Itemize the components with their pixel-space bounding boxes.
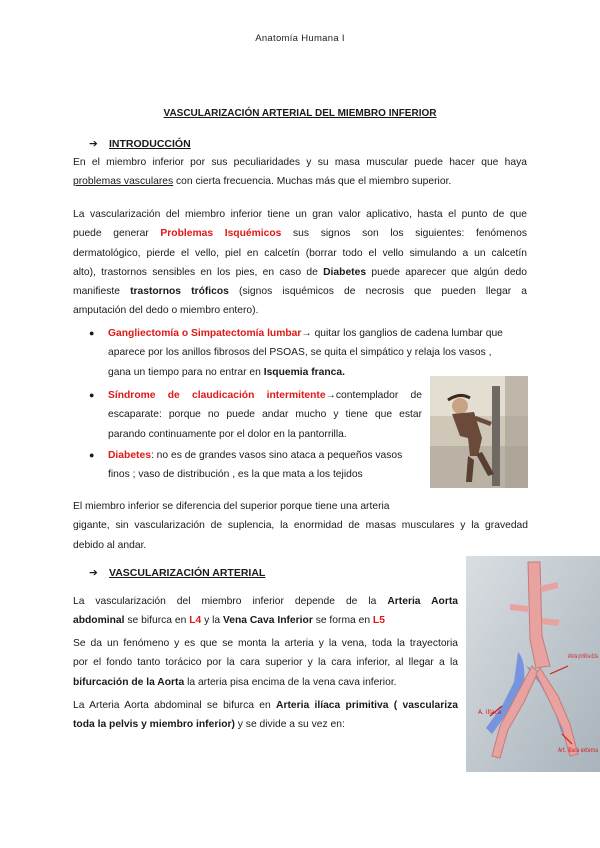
bullet-title: Síndrome de claudicación intermitente bbox=[108, 390, 326, 401]
bullet-title: Diabetes bbox=[108, 450, 151, 461]
iliaca-primitiva-text: Arteria ilíaca primitiva ( vasculariza bbox=[276, 700, 458, 711]
line-text: : no es de grandes vasos sino ataca a pequeños vasos bbox=[150, 450, 403, 461]
bullet-claudicacion bbox=[108, 386, 422, 444]
paragraph-isquemicos bbox=[73, 205, 527, 321]
line: La vascularización del miembro inferior tiene un gran valor aplicativo, hasta el punto de que bbox=[73, 209, 527, 220]
bullet-title: Gangliectomía o Simpatectomía lumbar bbox=[108, 328, 302, 339]
line-text: manifieste bbox=[73, 286, 131, 298]
page-title: VASCULARIZACIÓN ARTERIAL DEL MIEMBRO INFERIOR bbox=[163, 108, 437, 119]
pelvis-text: toda la pelvis y miembro inferior) bbox=[73, 719, 235, 731]
line: por el fondo tanto torácico por la cara superior y la cara inferior, al llegar a la bbox=[73, 657, 458, 669]
paragraph-aorta bbox=[73, 592, 458, 631]
bullet-diabetes bbox=[108, 446, 428, 485]
line: En el miembro inferior por sus peculiaridades y su masa muscular puede hacer que haya bbox=[73, 157, 527, 168]
line-text: puede generar bbox=[73, 228, 161, 240]
arrow-icon: ➔ bbox=[89, 138, 98, 150]
line-text: la arteria pisa encima de la vena cava inferior. bbox=[184, 676, 397, 688]
bullet-gangliectomia bbox=[108, 324, 528, 382]
line: El miembro inferior se diferencia del superior porque tiene una arteria bbox=[73, 501, 390, 512]
section-label: VASCULARIZACIÓN ARTERIAL bbox=[109, 567, 266, 579]
bullet-dot-icon: ● bbox=[89, 390, 95, 400]
l4-text: L4 bbox=[189, 615, 202, 627]
line-text: alto), trastornos sensibles en los pies, en caso de bbox=[73, 266, 324, 278]
line: amputación del dedo o miembro entero). bbox=[73, 305, 259, 317]
man-leaning-illustration bbox=[430, 376, 528, 488]
section-vascularizacion bbox=[89, 567, 265, 579]
line-text: contemplador de bbox=[335, 390, 422, 401]
diabetes-text: Diabetes bbox=[323, 266, 367, 278]
line-text: con cierta frecuencia. Muchas más que el miembro superior. bbox=[173, 176, 452, 188]
line: escaparate: porque no puede andar mucho y tiene que estar bbox=[108, 409, 422, 421]
page-header: Anatomía Humana I bbox=[255, 33, 345, 44]
specimen-label-a: Arteria primitiva dcha bbox=[568, 653, 599, 660]
abdominal-text: abdominal bbox=[73, 615, 125, 627]
line-text: puede aparecer que algún dedo bbox=[366, 266, 528, 278]
line-text: La Arteria Aorta abdominal se bifurca en bbox=[73, 700, 277, 711]
arrow-icon: → bbox=[301, 328, 312, 339]
paragraph-iliaca bbox=[73, 696, 458, 735]
l5-text: L5 bbox=[372, 615, 385, 627]
line-text: gana un tiempo para no entrar en bbox=[108, 366, 264, 378]
paragraph-diferencia bbox=[73, 497, 528, 555]
paragraph-fenomeno bbox=[73, 634, 458, 692]
line: Se da un fenómeno y es que se monta la arteria y la vena, toda la trayectoria bbox=[73, 638, 458, 649]
arrow-icon: → bbox=[325, 390, 336, 401]
line: parando continuamente por el dolor en la pantorrilla. bbox=[108, 428, 347, 440]
aorta-specimen-illustration bbox=[466, 556, 600, 772]
line: gigante, sin vascularización de suplencia, la enormidad de masas musculares y la gravedad bbox=[73, 520, 528, 532]
problemas-isquemicos-text: Problemas Isquémicos bbox=[160, 228, 282, 240]
line-text: se forma en bbox=[312, 615, 373, 627]
trastornos-troficos-text: trastornos tróficos bbox=[130, 286, 229, 298]
section-introduccion bbox=[89, 138, 191, 150]
line-text: y la bbox=[201, 615, 223, 627]
man-leaning-photo bbox=[430, 376, 528, 488]
paragraph-intro bbox=[73, 153, 527, 192]
line-text: quitar los ganglios de cadena lumbar que bbox=[311, 328, 503, 339]
arrow-icon: ➔ bbox=[89, 567, 98, 579]
vena-cava-text: Vena Cava Inferior bbox=[222, 615, 313, 627]
arteria-aorta-text: Arteria Aorta bbox=[387, 596, 459, 607]
aorta-bifurcation-specimen-photo bbox=[466, 556, 600, 772]
line-text: y se divide a su vez en: bbox=[234, 719, 345, 731]
specimen-label-b: A. ilíaca bbox=[478, 709, 502, 716]
line-text: (signos isquémicos de necrosis que pueden llegar a bbox=[228, 286, 527, 298]
line-text: La vascularización del miembro inferior depende de la bbox=[73, 596, 388, 607]
bullet-dot-icon: ● bbox=[89, 450, 95, 460]
line: dermatológico, pierde el vello, piel en calcetín (borrar todo el vello simulando a un calcetín bbox=[73, 247, 527, 259]
isquemia-franca-text: Isquemia franca. bbox=[263, 366, 345, 378]
line: aparece por los anillos fibrosos del PSOAS, se quita el simpático y relaja los vasos , bbox=[108, 347, 492, 359]
bullet-dot-icon: ● bbox=[89, 328, 95, 338]
problemas-vasculares-text: problemas vasculares bbox=[73, 176, 174, 188]
line-text: se bifurca en bbox=[124, 615, 190, 627]
line: finos ; vaso de distribución , es la que mata a los tejidos bbox=[108, 469, 363, 481]
line: debido al andar. bbox=[73, 539, 147, 551]
section-label: INTRODUCCIÓN bbox=[109, 138, 191, 150]
bifurcacion-text: bifurcación de la Aorta bbox=[73, 676, 185, 688]
specimen-label-c: Art. ilíaca externa bbox=[558, 747, 599, 754]
line-text: sus signos son los siguientes: fenómenos bbox=[281, 228, 527, 240]
